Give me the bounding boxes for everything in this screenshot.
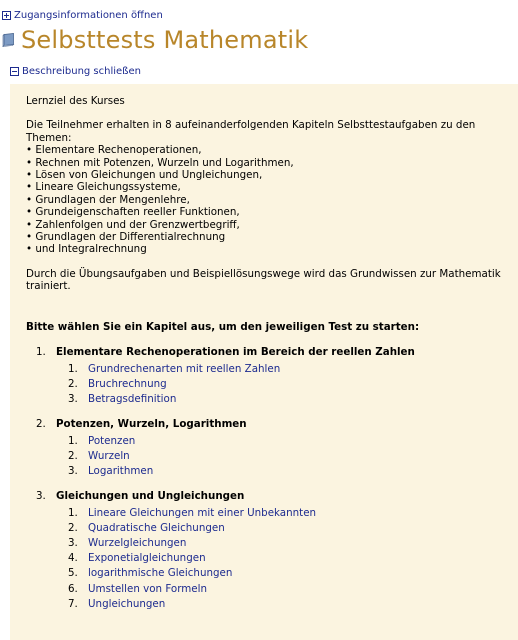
test-number: 3.	[68, 392, 78, 405]
test-link[interactable]: Exponetialgleichungen	[88, 552, 206, 565]
test-number: 5.	[68, 567, 78, 580]
test-number: 1.	[68, 434, 78, 447]
topic-list	[26, 144, 506, 256]
test-link[interactable]: Logarithmen	[88, 464, 154, 477]
test-link[interactable]: Lineare Gleichungen mit einer Unbekannten	[88, 506, 317, 519]
chapter-title: Elementare Rechenoperationen im Bereich der reellen Zahlen	[56, 346, 415, 359]
test-item	[56, 551, 506, 566]
test-number: 4.	[68, 552, 78, 565]
test-link[interactable]: Potenzen	[88, 434, 136, 447]
book-icon	[2, 33, 15, 47]
test-number: 7.	[68, 597, 78, 610]
test-number: 1.	[68, 506, 78, 519]
test-number: 2.	[68, 377, 78, 390]
topic-item: • Grundlagen der Mengenlehre,	[26, 193, 190, 206]
course-goal-heading: Lernziel des Kurses	[26, 95, 125, 107]
test-link[interactable]: Bruchrechnung	[88, 377, 167, 390]
test-number: 1.	[68, 362, 78, 375]
test-link[interactable]: Betragsdefinition	[88, 392, 177, 405]
description-toggle[interactable]	[10, 66, 141, 77]
test-number: 2.	[68, 449, 78, 462]
topic-item: • und Integralrechnung	[26, 243, 147, 256]
description-panel	[10, 84, 518, 640]
topic-item: • Elementare Rechenoperationen,	[26, 144, 202, 157]
description-content	[26, 94, 506, 623]
description-toggle-label: Beschreibung schließen	[22, 66, 141, 77]
topic-item: • Lösen von Gleichungen und Ungleichungen,	[26, 169, 263, 182]
test-item	[56, 536, 506, 551]
topic-item: • Lineare Gleichungssysteme,	[26, 181, 181, 194]
course-intro: Die Teilnehmer erhalten in 8 aufeinanderfolgenden Kapiteln Selbsttestaufgaben zu den Themen:	[26, 119, 476, 144]
chapter-item	[26, 346, 506, 407]
test-item	[56, 392, 506, 407]
test-item	[56, 464, 506, 479]
test-item	[56, 449, 506, 464]
chapter-item	[26, 418, 506, 479]
plus-square-icon	[2, 11, 11, 20]
course-closing: Durch die Übungsaufgaben und Beispiellösungswege wird das Grundwissen zur Mathematik trainiert.	[26, 267, 501, 293]
test-item	[56, 362, 506, 377]
chapter-number: 1.	[36, 346, 46, 359]
chapter-test-list	[56, 434, 506, 480]
page-header	[2, 26, 308, 54]
test-number: 2.	[68, 521, 78, 534]
test-item	[56, 506, 506, 521]
topic-item: • Rechnen mit Potenzen, Wurzeln und Logarithmen,	[26, 156, 294, 169]
test-item	[56, 597, 506, 612]
topic-item: • Grundlagen der Differentialrechnung	[26, 231, 226, 244]
chapter-test-list	[56, 362, 506, 408]
test-link[interactable]: Grundrechenarten mit reellen Zahlen	[88, 362, 281, 375]
topic-item: • Zahlenfolgen und der Grenzwertbegriff,	[26, 218, 240, 231]
chapter-number: 3.	[36, 490, 46, 503]
test-item	[56, 582, 506, 597]
minus-square-icon	[10, 67, 19, 76]
test-number: 3.	[68, 464, 78, 477]
test-number: 6.	[68, 582, 78, 595]
test-item	[56, 377, 506, 392]
access-info-label: Zugangsinformationen öffnen	[14, 10, 163, 21]
chapter-item	[26, 490, 506, 612]
chapter-prompt: Bitte wählen Sie ein Kapitel aus, um den jeweiligen Test zu starten:	[26, 320, 420, 333]
test-item	[56, 434, 506, 449]
test-item	[56, 566, 506, 581]
page-title: Selbsttests Mathematik	[21, 26, 309, 54]
chapter-title: Gleichungen und Ungleichungen	[56, 490, 245, 503]
test-number: 3.	[68, 536, 78, 549]
test-link[interactable]: Umstellen von Formeln	[88, 582, 208, 595]
chapter-title: Potenzen, Wurzeln, Logarithmen	[56, 418, 247, 431]
test-link[interactable]: Wurzeln	[88, 449, 130, 462]
test-link[interactable]: logarithmische Gleichungen	[88, 567, 233, 580]
test-item	[56, 521, 506, 536]
topic-item: • Grundeigenschaften reeller Funktionen,	[26, 206, 240, 219]
chapter-list	[26, 346, 506, 612]
chapter-number: 2.	[36, 418, 46, 431]
chapter-test-list	[56, 506, 506, 612]
access-info-toggle[interactable]	[2, 10, 163, 21]
test-link[interactable]: Wurzelgleichungen	[88, 536, 187, 549]
test-link[interactable]: Quadratische Gleichungen	[88, 521, 225, 534]
test-link[interactable]: Ungleichungen	[88, 597, 166, 610]
